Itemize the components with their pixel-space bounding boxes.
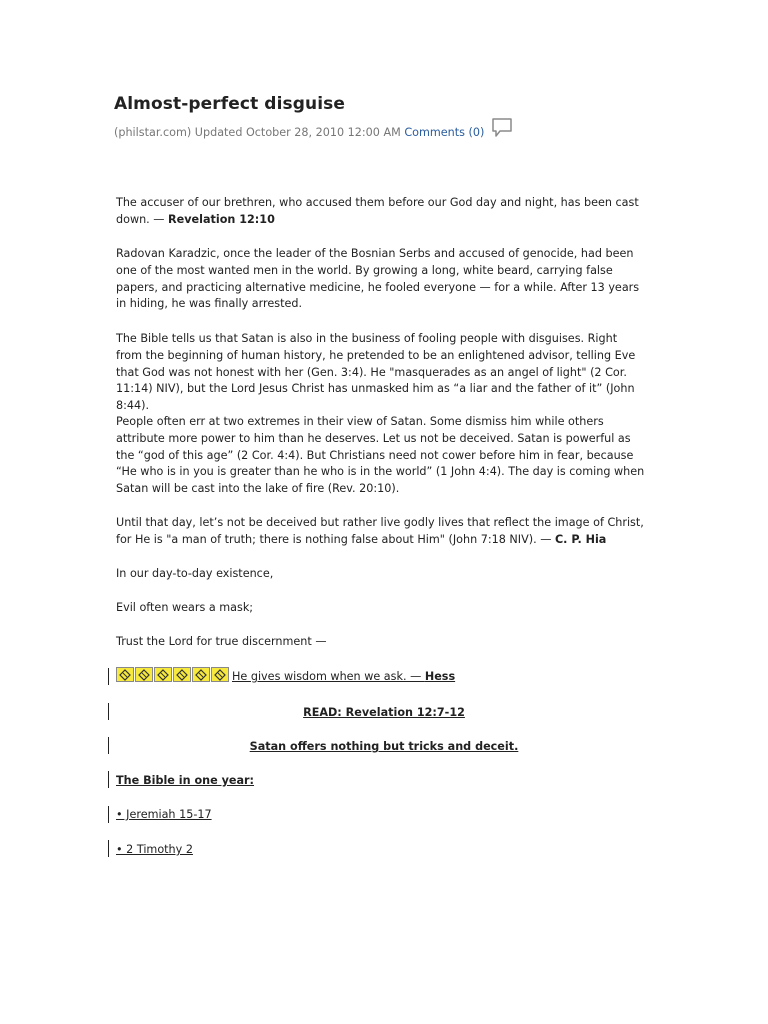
poem-last-line — [232, 669, 455, 685]
paragraph-until-that-day — [116, 515, 646, 549]
paragraph-text: Radovan Karadzic, once the leader of the Bosnian Serbs and accused of genocide, had been one of the most wanted men in the world. By growing a long, white beard, carrying false papers, and practicing alternative medicine, he fooled everyone — for a while. After 13 years in hiding, he was finally arrested. — [116, 247, 640, 311]
text-cursor — [108, 840, 109, 857]
read-reference — [116, 705, 652, 721]
diamond-icon[interactable] — [135, 667, 153, 682]
poem-line: Trust the Lord for true discernment — — [116, 635, 327, 648]
paragraph-extremes — [116, 414, 646, 498]
bible-heading-text: The Bible in one year: — [116, 774, 255, 787]
article-updated: Updated October 28, 2010 12:00 AM — [194, 126, 401, 139]
text-cursor — [108, 771, 109, 788]
poem-line: He gives wisdom when we ask. — — [232, 670, 425, 683]
text-cursor — [108, 737, 109, 754]
paragraph-text: Until that day, let’s not be deceived but rather live godly lives that reflect the image of Christ, for He is "a man of truth; there is nothing false about Him" (John 7:18 NIV). — — [116, 516, 644, 546]
rating-widget[interactable] — [116, 667, 230, 683]
comments-link[interactable]: Comments (0) — [404, 126, 485, 139]
paragraph-text: The Bible tells us that Satan is also in the business of fooling people with disguises. Right from the beginning of human history, he pretended to be an enlightened advisor, telling Eve that God was not honest with her (Gen. 3:4). He "masquerades as an angel of light" (2 Cor. 11:14) NIV), but the Lord Jesus Christ has unmasked him as “a liar and the father of it” (John 8:44). — [116, 332, 636, 413]
reading-item: • 2 Timothy 2 — [116, 843, 193, 856]
diamond-icon[interactable] — [154, 667, 172, 682]
text-cursor — [108, 668, 109, 685]
summary-text: Satan offers nothing but tricks and deceit. — [249, 740, 519, 753]
diamond-icon[interactable] — [116, 667, 134, 682]
text-cursor — [108, 703, 109, 720]
author-name: C. P. Hia — [554, 532, 607, 546]
article-meta — [114, 126, 484, 139]
paragraph-bible — [116, 331, 646, 415]
diamond-icon[interactable] — [173, 667, 191, 682]
paragraph-text: People often err at two extremes in their view of Satan. Some dismiss him while others attribute more power to him than he deserves. Let us not be deceived. Satan is powerful as the “god of this age” (2 Cor. 4:4). But Christians need not cower before him in fear, because “He who is in you is greater than he who is in the world” (1 John 4:4). The day is coming when Satan will be cast into the lake of fire (Rev. 20:10). — [116, 415, 645, 496]
article-source: (philstar.com) — [114, 126, 192, 139]
bible-heading — [116, 773, 254, 789]
paragraph-karadzic — [116, 246, 646, 313]
paragraph-epigraph — [116, 195, 646, 229]
read-reference-text: READ: Revelation 12:7-12 — [303, 706, 465, 719]
poem-line: In our day-to-day existence, — [116, 567, 274, 580]
diamond-icon[interactable] — [192, 667, 210, 682]
epigraph-reference: Revelation 12:10 — [168, 212, 275, 226]
text-cursor — [108, 806, 109, 823]
reading-item: • Jeremiah 15-17 — [116, 808, 212, 821]
summary-line — [116, 739, 652, 755]
speech-bubble-icon[interactable] — [491, 117, 513, 139]
diamond-icon[interactable] — [211, 667, 229, 682]
epigraph-text: The accuser of our brethren, who accused them before our God day and night, has been cast down. — — [116, 196, 639, 226]
poem-line: Evil often wears a mask; — [116, 601, 254, 614]
poem-author: Hess — [424, 670, 456, 683]
article-title: Almost-perfect disguise — [114, 94, 345, 114]
